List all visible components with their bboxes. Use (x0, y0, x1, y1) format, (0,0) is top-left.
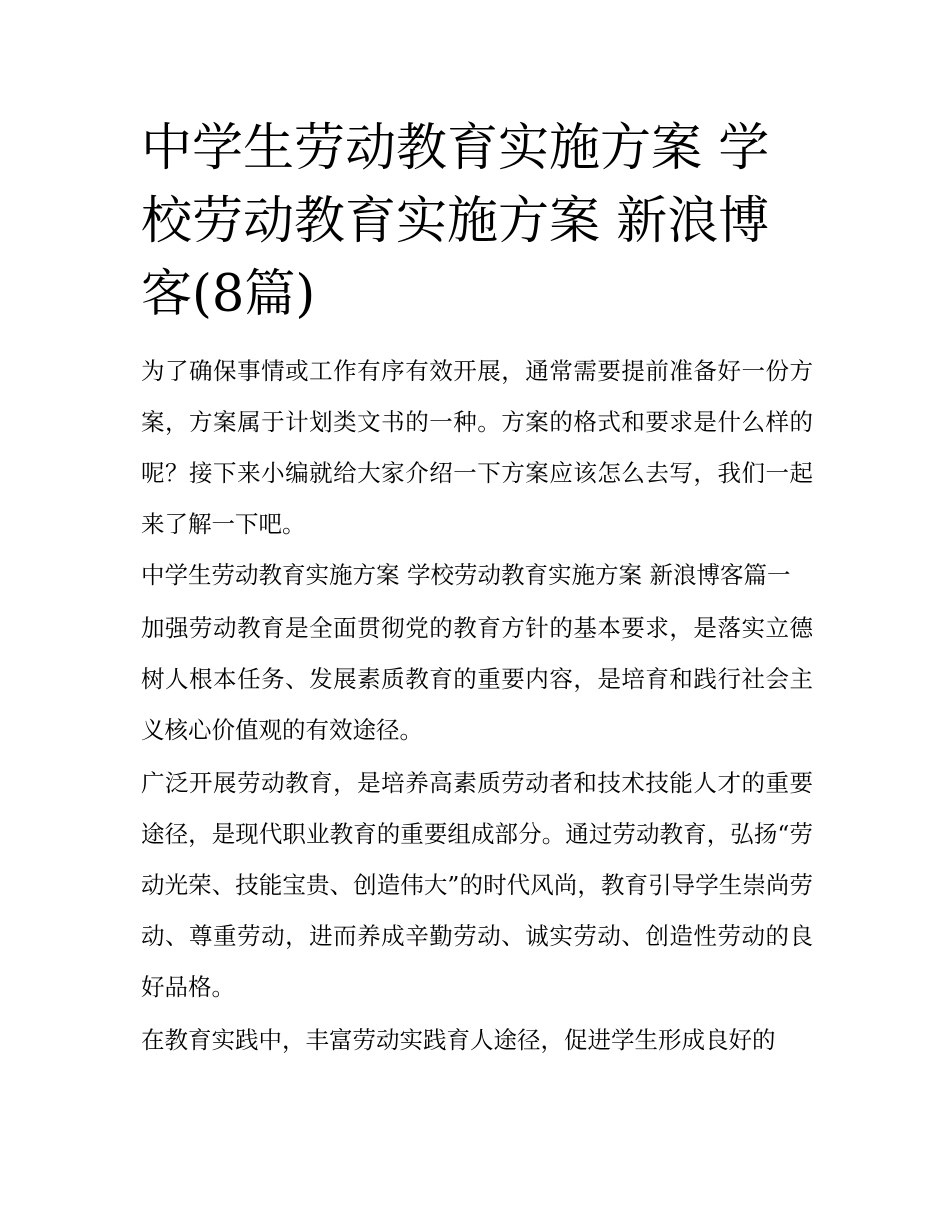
section-heading: 中学生劳动教育实施方案 学校劳动教育实施方案 新浪博客篇一 (141, 561, 791, 589)
body-paragraph: 广泛开展劳动教育，是培养高素质劳动者和技术技能人才的重要途径，是现代职业教育的重要组成部分。通过劳动教育，弘扬“劳动光荣、技能宝贵、创造伟大”的时代风尚，教育引导学生崇尚劳动、尊重劳动，进而养成辛勤劳动、诚实劳动、创造性劳动的良好品格。 (141, 769, 813, 1001)
document-title: 中学生劳动教育实施方案 学校劳动教育实施方案 新浪博客(8篇) (141, 119, 770, 324)
document-page (141, 112, 813, 1066)
intro-paragraph: 为了确保事情或工作有序有效开展，通常需要提前准备好一份方案，方案属于计划类文书的一种。方案的格式和要求是什么样的呢？接下来小编就给大家介绍一下方案应该怎么去写，我们一起来了解一下吧。 (141, 357, 813, 538)
body-paragraph: 加强劳动教育是全面贯彻党的教育方针的基本要求，是落实立德树人根本任务、发展素质教育的重要内容，是培育和践行社会主义核心价值观的有效途径。 (141, 614, 813, 744)
body-paragraph: 在教育实践中，丰富劳动实践育人途径，促进学生形成良好的 (141, 1026, 776, 1054)
